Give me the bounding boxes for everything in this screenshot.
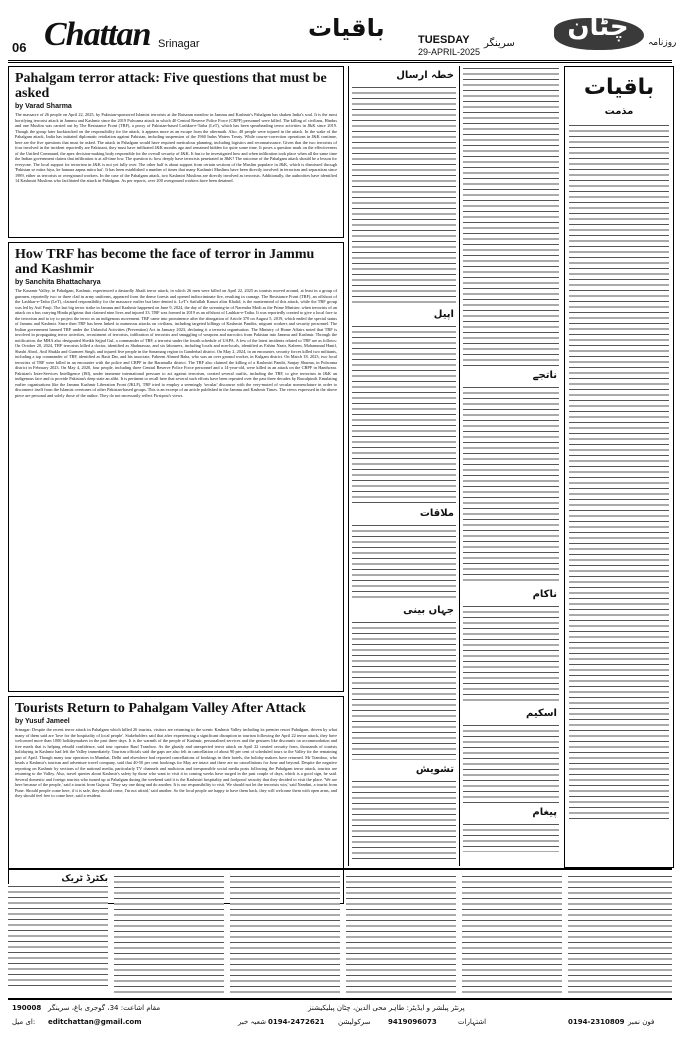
article-body: The Kasamir Valley, in Pahalgam, Kashmir, experienced a dastardly Jihadi terror attack, in which 26 men were killed on April 22, 2025 as tourists moved around, at least in a group of gunmen, reportedly two or three clad in army uniforms, appeared from the dense forests and opened indiscriminate fire, resulting in carnage. The Resistance Front (TRF), an offshoot of the Lashkar-e-Taiba (LeT), claimed responsibility for the massacre earlier but later denied it. LeT's Saifullah Kasuri alias Khalid, is the mastermind of this attack, while the TRF group was led by Asif Fauji. The last big terror strike in Jammu and Kashmir happened on June 9, 2024, the day of the swearing-in of Narendra Modi as the Prime Minister, when terrorists of an attack on a bus carrying Hindu pilgrims that claimed nine lives and injured 33. TRF was formed in 2019 as an offshoot of Lashkar-e-Taiba. It was reportedly created to give a local face to the terrorism and to try to project the terror as an indigenous movement. TRF came into prominence after the abrogation of Article 370 on August 5, 2019, which ended the special status of Jammu and Kashmir. Since then TRF has been linked to numerous attacks on civilians, including targeted killings of Kashmiri Pandits, migrant workers and security personnel. The Indian government banned TRF under the Unlawful Activities (Prevention) Act in January 2023, declaring it a terrorist organisation. The Ministry of Home Affairs noted that TRF is involved in propagating terror activities, recruitment of terrorists, infiltration of terrorists and smuggling of weapons and narcotics from Pakistan into Jammu and Kashmir. Through the notification, the MHA also designated Sheikh Sajjad Gul, a commander of TRF, a terrorist under the fourth schedule of UAPA. A few of the latest incidents related to TRF are as follows: On October 20, 2024, TRF terrorists killed a doctor, identified as Shahnawaz, and six labourers, including locals and non-locals, identified as Fahim Nazir, Kaleem, Mohammad Hanif, Shashi Abrol, Anil Shukla and Gurmeet Singh, and injured five people in the Sonamarg region in Ganderbal district. On May 2, 2024, in an encounter, security forces killed two militants, including a top commander of TRF, identified as Basit Dar, and his associate, Faheem Ahmed Baba, who was an over ground worker, in Kulgam district. On March 18, 2023, two local terrorists of TRF were killed in an encounter with the police and CRPF in the Baramulla district. The TRF also claimed the killing of a Kashmiri Pandit, Sanjay Sharma, in Pulwama district in February 2023. On May 4, 2020, four people, including three Central Reserve Police Force personnel and a 14-year-old, were killed in an attack on the CRPF in Handwara. Pakistan's Inter-Services Intelligence (ISI), under immense international pressure to act against terrorism, created several outfits, including the TRF, to give terrorism in J&K an indigenous face and to provide Pakistan's deep state an alibi. It is pertinent to recall here that several such efforts have been repeated over the past three decades by Rawalpindi. Emulating earlier organisations like the Jammu Kashmir Liberation Front (JKLF), TRF tried to employ a seemingly 'secular' discourse with the very-muted of secular nomenclature in order to disconnect itself from the Islamist overtones of other Pakistan-based groups. This is an excerpt of an article published in the Jammu and Kashmir Times. The views expressed in the above piece are personal and solely those of the author. They do not necessarily reflect Firstpost's views. — [15, 288, 337, 398]
classified-column — [346, 874, 456, 994]
urdu-subheading: اسکیم — [525, 708, 557, 719]
article-pahalgam-questions — [8, 66, 344, 238]
urdu-text-block — [463, 822, 559, 852]
right-feature-title: باقیات — [583, 75, 655, 100]
urdu-subheading: ناتجے — [532, 370, 557, 381]
urdu-text-block — [463, 66, 559, 366]
city-label: Srinagar — [158, 38, 200, 50]
article-title: Pahalgam terror attack: Five questions that must be asked — [15, 71, 327, 101]
urdu-text-block — [352, 324, 456, 504]
classified-text — [8, 884, 108, 988]
right-feature-box — [564, 66, 674, 868]
column-divider — [348, 66, 349, 866]
right-feature-subheading: مذمت — [604, 106, 634, 117]
circulation-phone: 0194-2472621 — [268, 1018, 325, 1026]
urdu-text-block — [352, 620, 456, 760]
english-column — [8, 66, 344, 908]
ads-phone: 9419096073 — [388, 1018, 437, 1026]
pin-code: 190008 — [12, 1004, 42, 1012]
office-phone: 0194-2310809 — [568, 1018, 625, 1026]
publisher-text: پرنٹر پبلشر و ایڈیٹر: طاہر محی الدین، چٹان پبلیکیشنز — [308, 1004, 465, 1012]
urdu-subheading: پیغام — [532, 807, 557, 818]
urdu-text-block — [463, 604, 559, 704]
classified-column — [230, 874, 340, 994]
article-body: The massacre of 26 people on April 22, 2025, by Pakistan-sponsored Islamist terrorists at the Baisaran meadow in Jammu and Kashmir's Pahalgam has shaken India's soul. It is the most horrifying terrorist attack in Jammu and Kashmir since the 2019 Pulwama attack in which 40 Central Reserve Police Force (CRPF) personnel were killed. The killing of civilians, Hindus and one Muslim was carried out by The Resistance Front (TRF), a proxy of Pakistan-based Lashkar-e-Taiba (LeT), which has been spearheading terror activities in J&K since 2019. Though the group later backtracked on the responsibility for the attack, it appears more as an escape from the aftermath. Also, 48 people were injured in the attack. In the wake of the Pahalgam attack, India has initiated diplomatic retaliation against Pakistan, including suspension of the 1960 Indus Waters Treaty. While course-correction operations in J&K continue, here are the five questions that must be asked. The attack in Pahalgam would have required meticulous planning, including logistics and reconnaissance. Given that the two terrorists of four involved in the incident reportedly are Pakistani, they must have infiltrated J&K months ago and remained hidden for quite some time. It poses a question mark on the effectiveness of the Unified Command, the apex decision-making body responsible for the overall security of J&K. It has to be investigated how and when infiltration took place when all the same time the Indian government claims that infiltration is at all-time low. The question is: how deeply have terrorists penetrated in J&K? The outcome of the Pahalgam attack should be a lesson for everyone. The local support for terrorism in J&K is not yet fully over. The other half is about support from certain sections of the Muslim populace in J&K, which is dismissed through 'Pakistan se mitra hiya, ke hamara aapna mitra hai'. It has been established a number of times that many Kashmiri Muslims have been directly involved in terrorism and separatism since 1989, either as terrorists or overground workers. In the case of the Pahalgam attack, two Kashmiri Muslims are directly involved as terrorists. Additionally, the authorities have identified 14 Kashmiri Muslims who facilitated the attack in Pahalgam. As per reports, over 200 overground workers have been detained. — [15, 112, 337, 183]
article-title: Tourists Return to Pahalgam Valley After Attack — [15, 701, 306, 716]
email-value: editchattan@gmail.com — [48, 1018, 142, 1026]
section-title: باقیات — [308, 14, 385, 42]
urdu-column-2 — [463, 66, 559, 866]
classified-column — [568, 874, 672, 994]
urdu-heading: خطہ ارسال — [396, 70, 454, 81]
bottom-classifieds — [8, 868, 672, 998]
urdu-logo — [548, 12, 648, 56]
day-label: TUESDAY — [418, 34, 470, 46]
urdu-text-block — [352, 523, 456, 601]
urdu-text-block — [463, 385, 559, 585]
article-byline: by Sanchita Bhattacharya — [15, 279, 101, 286]
urdu-subheading: ناکام — [532, 589, 557, 600]
urdu-logo-text: چٹان — [567, 12, 629, 42]
masthead — [8, 8, 677, 63]
article-body: Srinagar: Despite the recent terror attack in Pahalgam which killed 26 tourists, visitors are returning to the scenic Kashmir Valley including its premier resort Pahalgam, driven by what many of them said are 'love for the hospitality of local people'. Stakeholders said that after experiencing a significant disruption in tourism following the April 22 terror attack, they have welcomed more than 1000 holidaymakers in the past three days. It is the warmth of the people of Kashmir, personalised services and the gestures like discounts on accommodation and free meals that is helping rebuild confidence, said tour operator Rauf Tramboo. As the ghastly and unexpected terror attack on April 22 created security fears, thousands of tourists holidaying in Kashmir had left the Valley immediately. Tourism officials said the gaps are also felt in cancellation of about 90 per cent of scheduled tours to the Valley for the remaining part of April. Though many tour operators in Mumbai, Delhi and elsewhere had reported cancellations of bookings in their hotels, the holiday makers have returned. Mr Tramboo, who heads a Kashmir's tourism and adventure travel company, said that 40-50 per cent bookings for May are intact and there are no cancellations for June and beyond. Despite the negative reporting on Kashmir by sections of the national media, particularly TV channels and malicious and irresponsible social media posts following the Pahalgam terror attack, tourists are returning to the Valley. Also, travel queries about Kashmir's safety by those who want to visit it in coming weeks have surged in the past couple of days, which is a good sign, he said. Several domestic and foreign tourists who turned up at Pahalgam during the weekend said it is the Kashmiri hospitality and foolproof security that they decided to visit the place. 'We are here because of the people,' said a tourist from Gujarat. 'They say one thing and do another. It is our responsibility to visit. We should not let the terrorists win,' said Nandini, a tourist from Pune. Should people come here, if it is safe, they should come, I'm not afraid,' said another. So the local people are happy to have them back, they will welcome them with open arms, and they should feel free to come here, said a resident. — [15, 727, 337, 798]
news-label: شعبہ خبر — [238, 1018, 266, 1026]
urdu-subheading: جہاں بینی — [403, 605, 454, 616]
classified-column — [114, 874, 224, 994]
urdu-text-block — [352, 779, 456, 859]
urdu-text-block — [569, 123, 669, 823]
article-byline: by Yusuf Jameel — [15, 718, 70, 725]
address-text: مقام اشاعت: 34، گوجری باغ، سرینگر — [48, 1004, 161, 1012]
article-title: How TRF has become the face of terror in Jammu and Kashmir — [15, 247, 315, 277]
email-label: ای میل: — [12, 1018, 36, 1026]
daily-label: روزنامہ — [648, 38, 677, 48]
newspaper-page — [8, 8, 677, 1032]
urdu-subheading: اپیل — [433, 309, 454, 320]
chattan-logo: Chattan — [44, 16, 151, 53]
classified-title: بکٹرڈ ٹریک — [61, 874, 108, 884]
date-label: 29-APRIL-2025 — [418, 47, 481, 57]
article-trf-face — [8, 242, 344, 692]
urdu-text-block — [352, 85, 456, 305]
urdu-subheading: ملاقات — [419, 508, 454, 519]
article-byline: by Varad Sharma — [15, 103, 72, 110]
circulation-label: سرکولیشن — [338, 1018, 371, 1026]
classified-column — [8, 874, 108, 994]
column-divider — [459, 66, 460, 866]
imprint-footer — [8, 998, 672, 1034]
urdu-text-block — [463, 723, 559, 803]
city-urdu-label: سرینگر — [484, 38, 515, 49]
urdu-subheading: تشویش — [415, 764, 454, 775]
urdu-column-1 — [352, 66, 456, 866]
office-label: فون نمبر — [628, 1018, 655, 1026]
ads-label: اشتہارات — [458, 1018, 487, 1026]
classified-column — [462, 874, 562, 994]
page-number: 06 — [12, 40, 27, 55]
